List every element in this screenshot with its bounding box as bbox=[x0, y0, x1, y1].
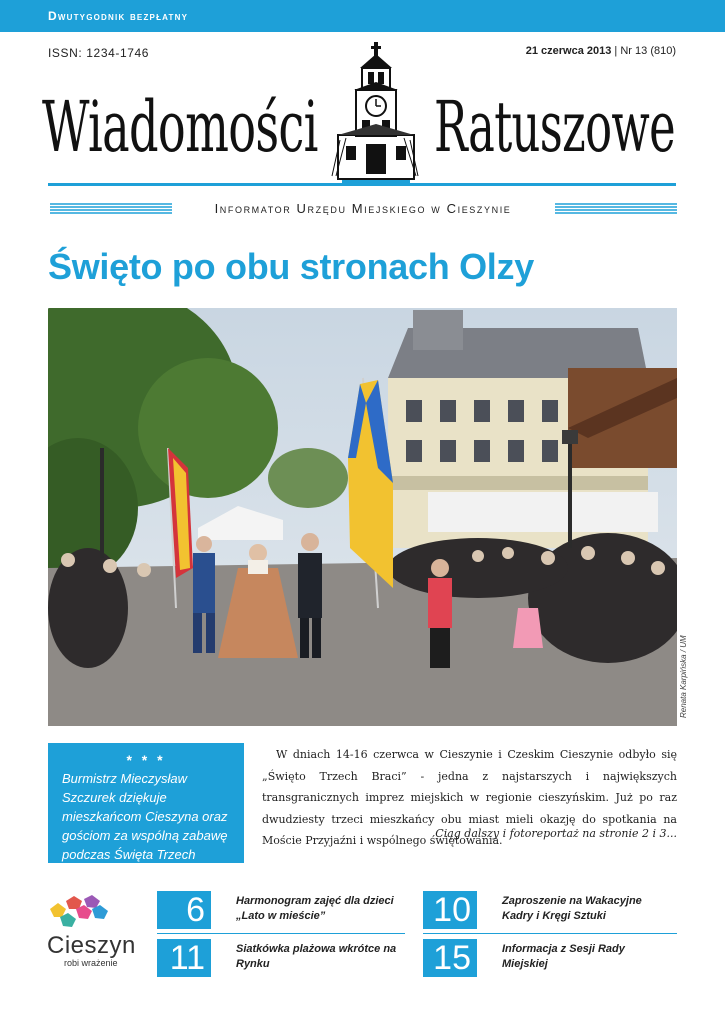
continued-link[interactable]: Ciąg dalszy i fotoreportaż na stronie 2 i 3... bbox=[435, 827, 677, 840]
teaser-title-15[interactable]: Informacja z Sesji Rady Miejskiej bbox=[502, 943, 625, 970]
town-hall-tower-icon bbox=[324, 40, 428, 188]
issue-separator: | bbox=[611, 45, 621, 57]
teaser-rule-10 bbox=[423, 933, 677, 934]
teaser-page-6[interactable]: 6 bbox=[157, 891, 211, 929]
logo-tagline: robi wrażenie bbox=[64, 958, 118, 968]
subtitle-stripes-left bbox=[50, 203, 172, 216]
teaser-title-10[interactable]: Zaproszenie na Wakacyjne Kadry i Kręgi Sztuki bbox=[502, 895, 642, 922]
issue-number: Nr 13 (810) bbox=[620, 45, 676, 57]
article-lead: W dniach 14-16 czerwca w Cieszynie i Czeskim Cieszynie odbyło się „Święto Trzech Braci” - jedna z najstarszych i największych transgranicznych imprez miejskich w regionie cieszyńskim. Już po raz dwudziesty trzeci mieszkańcy obu miast mieli okazję do spotkania na Moście Przyjaźni i wspólnego świętowania. bbox=[262, 748, 677, 847]
publication-frequency: Dwutygodnik bezpłatny bbox=[48, 9, 189, 23]
issue-info bbox=[526, 45, 676, 57]
teaser-page-10[interactable]: 10 bbox=[423, 891, 477, 929]
teaser-page-15[interactable]: 15 bbox=[423, 939, 477, 977]
issue-date: 21 czerwca 2013 bbox=[525, 45, 612, 57]
thanks-stars: * * * bbox=[126, 752, 166, 768]
article-headline: Święto po obu stronach Olzy bbox=[48, 246, 534, 287]
publication-subtitle: Informator Urzędu Miejskiego w Cieszynie bbox=[214, 201, 512, 216]
teaser-page-11[interactable]: 11 bbox=[157, 939, 211, 977]
top-bar bbox=[0, 0, 725, 32]
masthead-rule bbox=[48, 183, 676, 186]
subtitle-stripes-right bbox=[555, 203, 677, 216]
photo-credit: Renata Karpińska / UM bbox=[679, 635, 688, 718]
masthead-right: Ratuszowe bbox=[434, 86, 675, 168]
logo-name: Cieszyn bbox=[47, 932, 136, 959]
teaser-title-6[interactable]: Harmonogram zajęć dla dzieci „Lato w mieście” bbox=[236, 895, 394, 922]
thanks-box bbox=[48, 743, 244, 881]
issn-number: ISSN: 1234-1746 bbox=[48, 46, 150, 60]
teaser-title-11[interactable]: Siatkówka plażowa wkrótce na Rynku bbox=[236, 943, 397, 970]
teaser-rule-6 bbox=[157, 933, 405, 934]
thanks-text: Burmistrz Mieczysław Szczurek dziękuje mieszkańcom Cieszyna oraz gościom za wspólną zabawę podczas Święta Trzech Braci. bbox=[62, 771, 228, 881]
masthead-left: Wiadomości bbox=[42, 86, 318, 168]
festival-parade-photo bbox=[48, 308, 677, 726]
